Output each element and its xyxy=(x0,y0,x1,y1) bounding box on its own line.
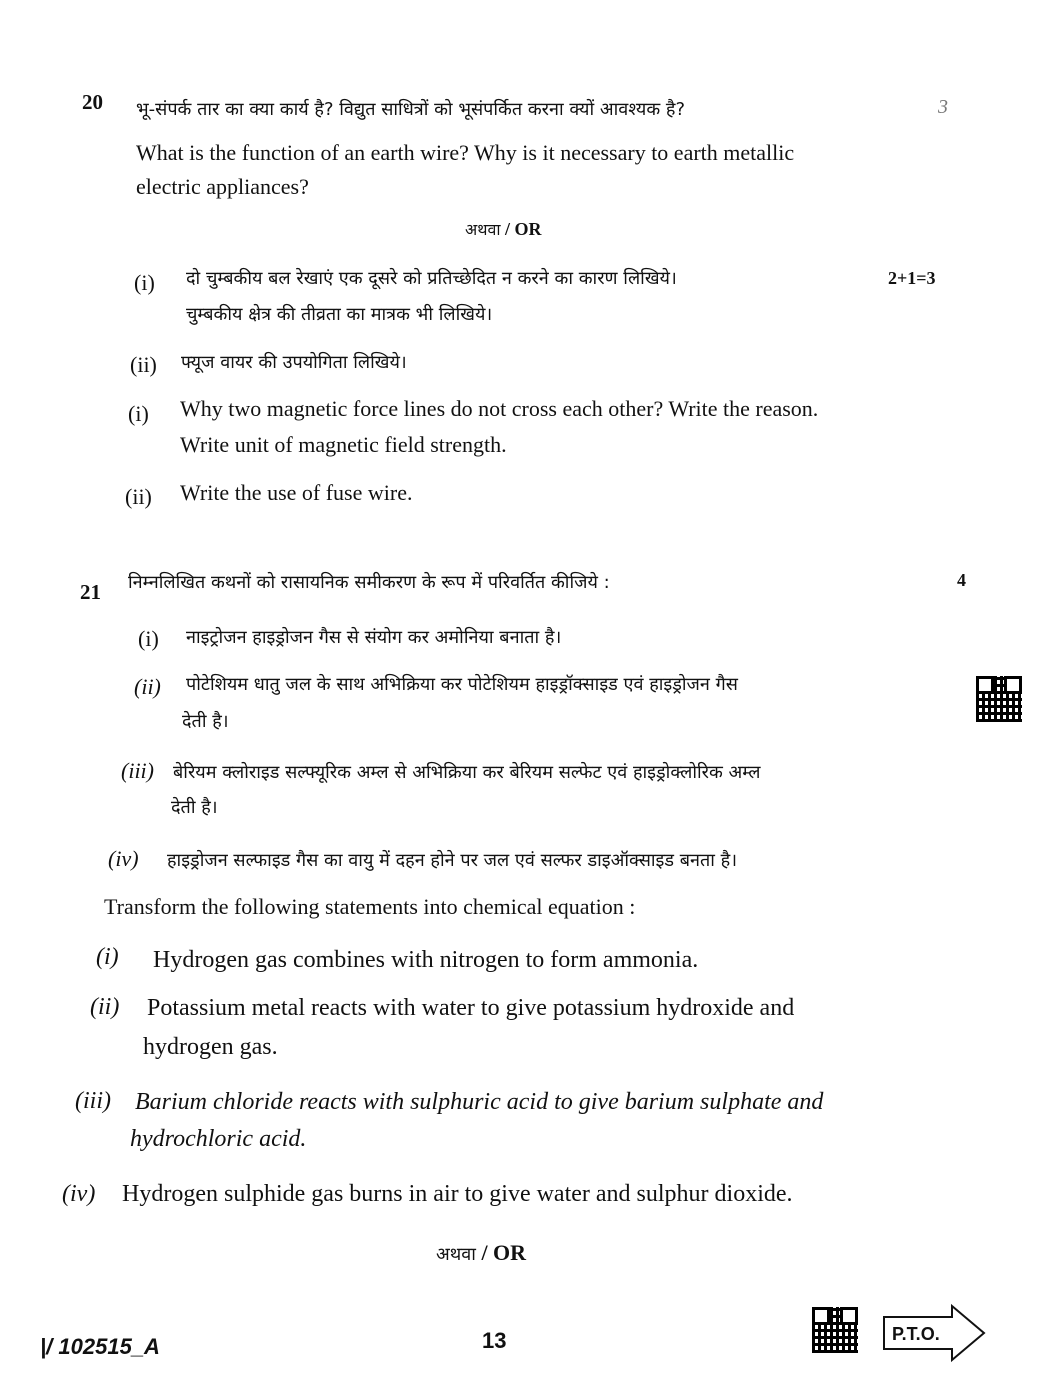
question-text-english-cont: electric appliances? xyxy=(136,174,309,199)
marks: 4 xyxy=(957,570,966,590)
item-text-english: Potassium metal reacts with water to give potassium hydroxide and xyxy=(147,995,795,1021)
page-number: 13 xyxy=(482,1328,507,1353)
item-text-english: Write the use of fuse wire. xyxy=(180,480,413,505)
item-text-hindi-cont: चुम्बकीय क्षेत्र की तीव्रता का मात्रक भी लिखिये। xyxy=(186,304,493,325)
paper-code xyxy=(40,1334,160,1360)
qr-code-icon xyxy=(976,676,1022,722)
item-text-hindi-cont: देती है। xyxy=(182,711,229,732)
question-text-hindi: भू-संपर्क तार का क्या कार्य है? विद्युत साधित्रों को भूसंपर्कित करना क्यों आवश्यक है? xyxy=(136,99,685,120)
pto-arrow-icon xyxy=(882,1303,987,1363)
item-text-hindi: पोटेशियम धातु जल के साथ अभिक्रिया कर पोटेशियम हाइड्रॉक्साइड एवं हाइड्रोजन गैस xyxy=(186,674,738,695)
item-text-hindi: दो चुम्बकीय बल रेखाएं एक दूसरे को प्रतिच्छेदित न करने का कारण लिखिये। xyxy=(186,268,677,289)
item-text-hindi: नाइट्रोजन हाइड्रोजन गैस से संयोग कर अमोनिया बनाता है। xyxy=(186,627,562,648)
barcode-icon xyxy=(812,1307,858,1353)
marks: 3 xyxy=(938,96,948,118)
item-text-english-cont: hydrogen gas. xyxy=(143,1034,278,1060)
paper-code-value: 102515_A xyxy=(58,1334,160,1359)
item-text-hindi-cont: देती है। xyxy=(171,797,218,818)
item-label: (iv) xyxy=(108,846,139,871)
item-label: (ii) xyxy=(125,484,152,509)
or-separator xyxy=(436,1240,526,1266)
question-text-english: Transform the following statements into chemical equation : xyxy=(104,894,636,919)
item-label: (ii) xyxy=(134,674,161,699)
or-label-hindi: अथवा xyxy=(436,1244,476,1265)
paper-code-prefix: |/ xyxy=(40,1334,53,1359)
or-label-english: / OR xyxy=(505,219,542,239)
item-text-hindi: हाइड्रोजन सल्फाइड गैस का वायु में दहन होने पर जल एवं सल्फर डाइऑक्साइड बनता है। xyxy=(167,850,738,871)
item-label: (i) xyxy=(128,401,149,426)
item-text-hindi: फ्यूज वायर की उपयोगिता लिखिये। xyxy=(181,352,407,373)
item-text-hindi: बेरियम क्लोराइड सल्फ्यूरिक अम्ल से अभिक्रिया कर बेरियम सल्फेट एवं हाइड्रोक्लोरिक अम्ल xyxy=(173,762,761,783)
question-text-english: What is the function of an earth wire? Why is it necessary to earth metallic xyxy=(136,140,795,165)
pto-label: P.T.O. xyxy=(892,1324,940,1344)
item-text-english-cont: Write unit of magnetic field strength. xyxy=(180,432,507,457)
item-label: (i) xyxy=(134,270,155,295)
item-text-english: Why two magnetic force lines do not cross each other? Write the reason. xyxy=(180,396,819,421)
item-text-english: Hydrogen sulphide gas burns in air to give water and sulphur dioxide. xyxy=(122,1181,793,1207)
item-label: (iv) xyxy=(62,1181,96,1207)
item-label: (i) xyxy=(138,626,159,651)
marks: 2+1=3 xyxy=(888,268,936,288)
item-text-english-cont: hydrochloric acid. xyxy=(130,1126,307,1152)
item-label: (ii) xyxy=(130,352,157,377)
item-text-english: Barium chloride reacts with sulphuric acid to give barium sulphate and xyxy=(135,1089,824,1115)
question-text-hindi: निम्नलिखित कथनों को रासायनिक समीकरण के रूप में परिवर्तित कीजिये : xyxy=(128,572,610,593)
item-label: (iii) xyxy=(75,1088,111,1114)
item-label: (ii) xyxy=(90,994,120,1020)
item-label: (i) xyxy=(96,944,119,970)
or-separator xyxy=(465,218,542,240)
question-number: 20 xyxy=(82,90,103,114)
or-label-hindi: अथवा xyxy=(465,220,501,239)
item-label: (iii) xyxy=(121,758,154,783)
item-text-english: Hydrogen gas combines with nitrogen to form ammonia. xyxy=(153,947,699,973)
or-label-english: / OR xyxy=(481,1240,527,1265)
question-number: 21 xyxy=(80,580,101,604)
